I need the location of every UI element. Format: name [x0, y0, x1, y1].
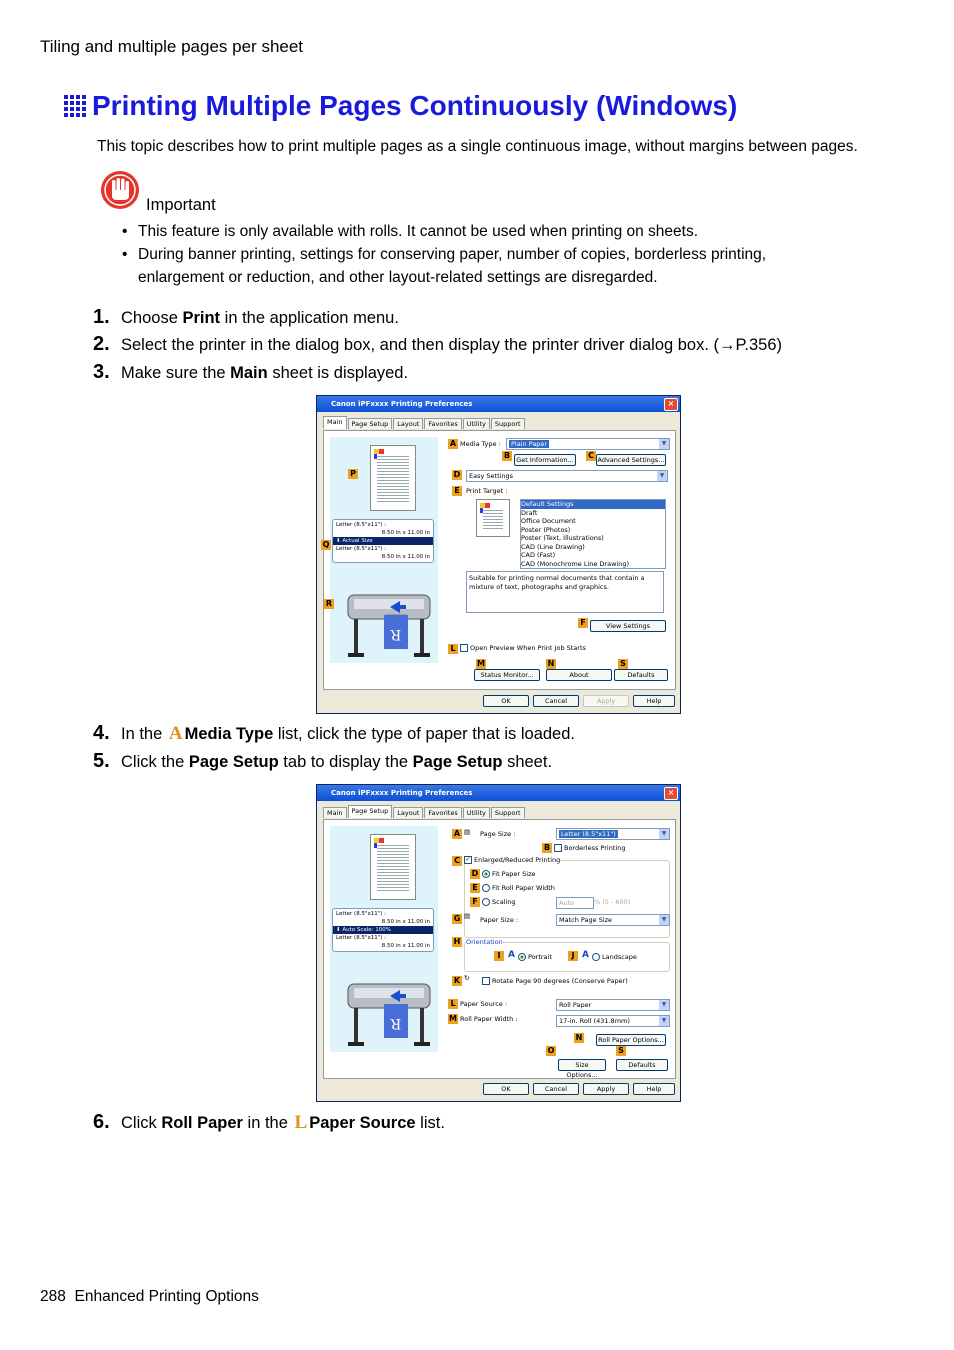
- list-item: • This feature is only available with rolls. It cannot be used when printing on sheets.: [122, 220, 822, 243]
- description-box: Suitable for printing normal documents that contain a mixture of text, photographs and graphics.: [466, 571, 664, 613]
- cancel-button[interactable]: Cancel: [533, 1083, 579, 1095]
- get-information-button[interactable]: Get Information...: [514, 454, 576, 466]
- about-button[interactable]: About: [546, 669, 612, 681]
- preview-area: [330, 437, 438, 663]
- tab-strip: [323, 418, 526, 429]
- rotate-page-icon: ↻: [464, 974, 470, 982]
- badge-e: E: [452, 486, 462, 496]
- printing-preferences-page-setup-dialog: [316, 784, 681, 1102]
- badge-k: K: [453, 976, 461, 985]
- size-info: Letter (8.5"x11") : 8.50 in x 11.00 in ⬇ Auto Scale: 100% Letter (8.5"x11") : 8.50 in x 11.00 in: [332, 908, 434, 952]
- roll-paper-width-select[interactable]: 17-in. Roll (431.8mm) ▼: [556, 1015, 670, 1027]
- tab-page-setup[interactable]: Page Setup: [348, 418, 393, 429]
- defaults-button[interactable]: Defaults: [616, 1059, 668, 1071]
- badge-i: I: [494, 951, 504, 961]
- portrait-radio[interactable]: Portrait: [518, 953, 552, 961]
- tab-favorites[interactable]: Favorites: [424, 807, 461, 818]
- chevron-down-icon: ▼: [659, 439, 669, 449]
- advanced-settings-button[interactable]: Advanced Settings...: [597, 456, 665, 464]
- defaults-button[interactable]: Defaults: [614, 669, 668, 681]
- step-1: 1. Choose Print in the application menu.: [93, 306, 399, 328]
- media-type-select[interactable]: Plain Paper ▼: [506, 438, 670, 450]
- important-list: [122, 220, 822, 289]
- enlarged-checkbox[interactable]: ✓ Enlarged/Reduced Printing: [465, 856, 561, 864]
- step-number: 1.: [93, 306, 110, 328]
- borderless-checkbox[interactable]: Borderless Printing: [554, 844, 625, 852]
- tab-support[interactable]: Support: [491, 807, 525, 818]
- svg-text:R: R: [390, 1015, 402, 1031]
- chevron-down-icon: ▼: [659, 829, 669, 839]
- badge-o: O: [547, 1046, 555, 1055]
- badge-f: F: [578, 618, 588, 628]
- intro-text: This topic describes how to print multiple pages as a single continuous image, without margins between pages.: [97, 138, 858, 155]
- important-hand-icon: [100, 170, 140, 210]
- badge-s: S: [616, 1046, 626, 1056]
- step-number: 5.: [93, 750, 110, 772]
- apply-button[interactable]: Apply: [583, 695, 629, 707]
- tab-layout[interactable]: Layout: [393, 418, 423, 429]
- status-monitor-button[interactable]: Status Monitor...: [474, 669, 540, 681]
- badge-g: G: [453, 914, 461, 923]
- printer-illustration: [344, 585, 434, 663]
- dialog-titlebar: Canon iPFxxxx Printing Preferences ×: [317, 785, 680, 801]
- ok-button[interactable]: OK: [483, 1083, 529, 1095]
- page-footer: [40, 1288, 259, 1306]
- list-item[interactable]: CAD (Line Drawing): [521, 542, 585, 551]
- ok-button[interactable]: OK: [483, 695, 529, 707]
- badge-j: J: [568, 951, 578, 961]
- size-options-button[interactable]: Size Options...: [558, 1059, 606, 1071]
- print-target-list[interactable]: [520, 499, 666, 569]
- badge-a: A: [453, 829, 461, 838]
- badge-f: F: [470, 897, 480, 907]
- footer-section: Enhanced Printing Options: [74, 1288, 259, 1305]
- step-number: 4.: [93, 722, 110, 744]
- page-title: Printing Multiple Pages Continuously (Windows): [92, 90, 738, 121]
- portrait-icon: A: [508, 950, 515, 960]
- badge-d: D: [471, 869, 479, 878]
- badge-s: S: [618, 659, 628, 669]
- badge-c: C: [586, 451, 596, 461]
- printer-illustration: [344, 974, 434, 1052]
- tab-support[interactable]: Support: [491, 418, 525, 429]
- view-settings-button[interactable]: View Settings: [590, 620, 666, 632]
- step-2: 2. Select the printer in the dialog box, and then display the printer driver dialog box. (→P.356): [93, 333, 783, 355]
- scaling-range: % (5 - 600): [594, 898, 631, 906]
- help-button[interactable]: Help: [633, 695, 675, 707]
- tab-main[interactable]: Main: [323, 807, 347, 818]
- list-item[interactable]: CAD (Fast): [521, 551, 556, 559]
- size-info: Letter (8.5"x11") : 8.50 in x 11.00 in ⬇ Actual Size Letter (8.5"x11") : 8.50 in x 11.00 in: [332, 519, 434, 563]
- print-target-label: Print Target :: [466, 487, 508, 495]
- paper-source-select[interactable]: Roll Paper ▼: [556, 999, 670, 1011]
- landscape-icon: A: [582, 950, 589, 960]
- tab-panel: [323, 430, 676, 690]
- list-item: • During banner printing, settings for conserving paper, number of copies, borderless printing, enlargement or reduction, and other layout-related settings are disregarded.: [122, 243, 822, 289]
- badge-b: B: [503, 451, 511, 460]
- tab-main[interactable]: Main: [323, 416, 347, 429]
- badge-n: N: [547, 659, 555, 668]
- open-preview-checkbox[interactable]: Open Preview When Print Job Starts: [460, 644, 586, 652]
- preview-area: [330, 826, 438, 1052]
- page-size-label: Page Size :: [480, 830, 516, 838]
- list-item[interactable]: Default Settings: [521, 500, 665, 509]
- easy-settings-select[interactable]: Easy Settings ▼: [466, 470, 668, 482]
- badge-m: M: [449, 1014, 457, 1023]
- apply-button[interactable]: Apply: [583, 1083, 629, 1095]
- paper-size-icon: ▤: [464, 912, 471, 920]
- page-preview: [370, 834, 416, 900]
- step-number: 3.: [93, 361, 110, 383]
- badge-r: R: [325, 599, 333, 608]
- step-number: 6.: [93, 1111, 110, 1133]
- tab-strip: [323, 807, 526, 818]
- badge-a: A: [449, 439, 457, 448]
- step-6: 6. Click Roll Paper in the L Paper Source list.: [93, 1111, 445, 1133]
- badge-q: Q: [322, 540, 330, 549]
- chevron-down-icon: ▼: [659, 915, 669, 925]
- paper-size-label: Paper Size :: [480, 916, 519, 924]
- close-button[interactable]: ×: [664, 398, 678, 411]
- roll-paper-options-button[interactable]: Roll Paper Options...: [596, 1034, 666, 1046]
- important-label: Important: [146, 196, 216, 214]
- step-3: 3. Make sure the Main sheet is displayed.: [93, 361, 409, 383]
- badge-e: E: [470, 883, 480, 893]
- dialog-titlebar: Canon iPFxxxx Printing Preferences ×: [317, 396, 680, 412]
- print-target-thumbnail: [476, 499, 510, 537]
- step-4: 4. In the A Media Type list, click the type of paper that is loaded.: [93, 722, 575, 744]
- scaling-input[interactable]: Auto: [556, 897, 594, 909]
- tab-utility[interactable]: Utility: [463, 807, 490, 818]
- badge-m: M: [477, 659, 485, 668]
- running-header: Tiling and multiple pages per sheet: [40, 37, 304, 56]
- badge-l: L: [448, 644, 458, 654]
- badge-d: D: [453, 470, 461, 479]
- landscape-radio[interactable]: Landscape: [592, 953, 637, 961]
- step-5: 5. Click the Page Setup tab to display the Page Setup sheet.: [93, 750, 553, 772]
- grid-icon: [64, 95, 86, 117]
- page-preview: [370, 445, 416, 511]
- page-size-icon: ▤: [464, 828, 471, 836]
- printing-preferences-main-dialog: [316, 395, 681, 714]
- fit-paper-size-radio[interactable]: Fit Paper Size: [482, 870, 536, 878]
- badge-b: B: [543, 843, 551, 852]
- tab-favorites[interactable]: Favorites: [424, 418, 461, 429]
- svg-text:R: R: [390, 626, 402, 642]
- rotate-page-checkbox[interactable]: Rotate Page 90 degrees (Conserve Paper): [482, 977, 628, 985]
- badge-h: H: [453, 937, 461, 946]
- page-number: 288: [40, 1288, 66, 1305]
- list-item[interactable]: CAD (Monochrome Line Drawing): [521, 559, 630, 568]
- orientation-label: Orientation: [466, 938, 503, 946]
- paper-size-select[interactable]: Match Page Size ▼: [556, 914, 670, 926]
- tab-panel: [323, 819, 676, 1079]
- list-item[interactable]: Poster (Text, Illustrations): [521, 534, 604, 542]
- scaling-radio[interactable]: Scaling: [482, 898, 516, 906]
- chevron-down-icon: ▼: [659, 1016, 669, 1026]
- tab-layout[interactable]: Layout: [393, 807, 423, 818]
- page-size-select[interactable]: Letter (8.5"x11") ▼: [556, 828, 670, 840]
- cancel-button[interactable]: Cancel: [533, 695, 579, 707]
- chevron-down-icon: ▼: [657, 471, 667, 481]
- list-item[interactable]: Poster (Photos): [521, 525, 571, 534]
- tab-page-setup[interactable]: Page Setup: [348, 805, 393, 818]
- badge-c: C: [452, 856, 462, 866]
- chevron-down-icon: ▼: [659, 1000, 669, 1010]
- badge-l: L: [448, 999, 458, 1009]
- badge-p: P: [348, 469, 358, 479]
- step-number: 2.: [93, 333, 110, 355]
- roll-paper-width-label: Roll Paper Width :: [460, 1015, 518, 1023]
- tab-utility[interactable]: Utility: [463, 418, 490, 429]
- fit-roll-width-radio[interactable]: Fit Roll Paper Width: [482, 884, 555, 892]
- help-button[interactable]: Help: [633, 1083, 675, 1095]
- media-type-label: Media Type :: [460, 440, 501, 448]
- close-button[interactable]: ×: [664, 787, 678, 800]
- badge-n: N: [575, 1033, 583, 1042]
- paper-source-label: Paper Source :: [460, 1000, 508, 1008]
- section-title: [64, 90, 737, 122]
- list-item[interactable]: Draft: [521, 508, 538, 517]
- list-item[interactable]: Office Document: [521, 517, 576, 525]
